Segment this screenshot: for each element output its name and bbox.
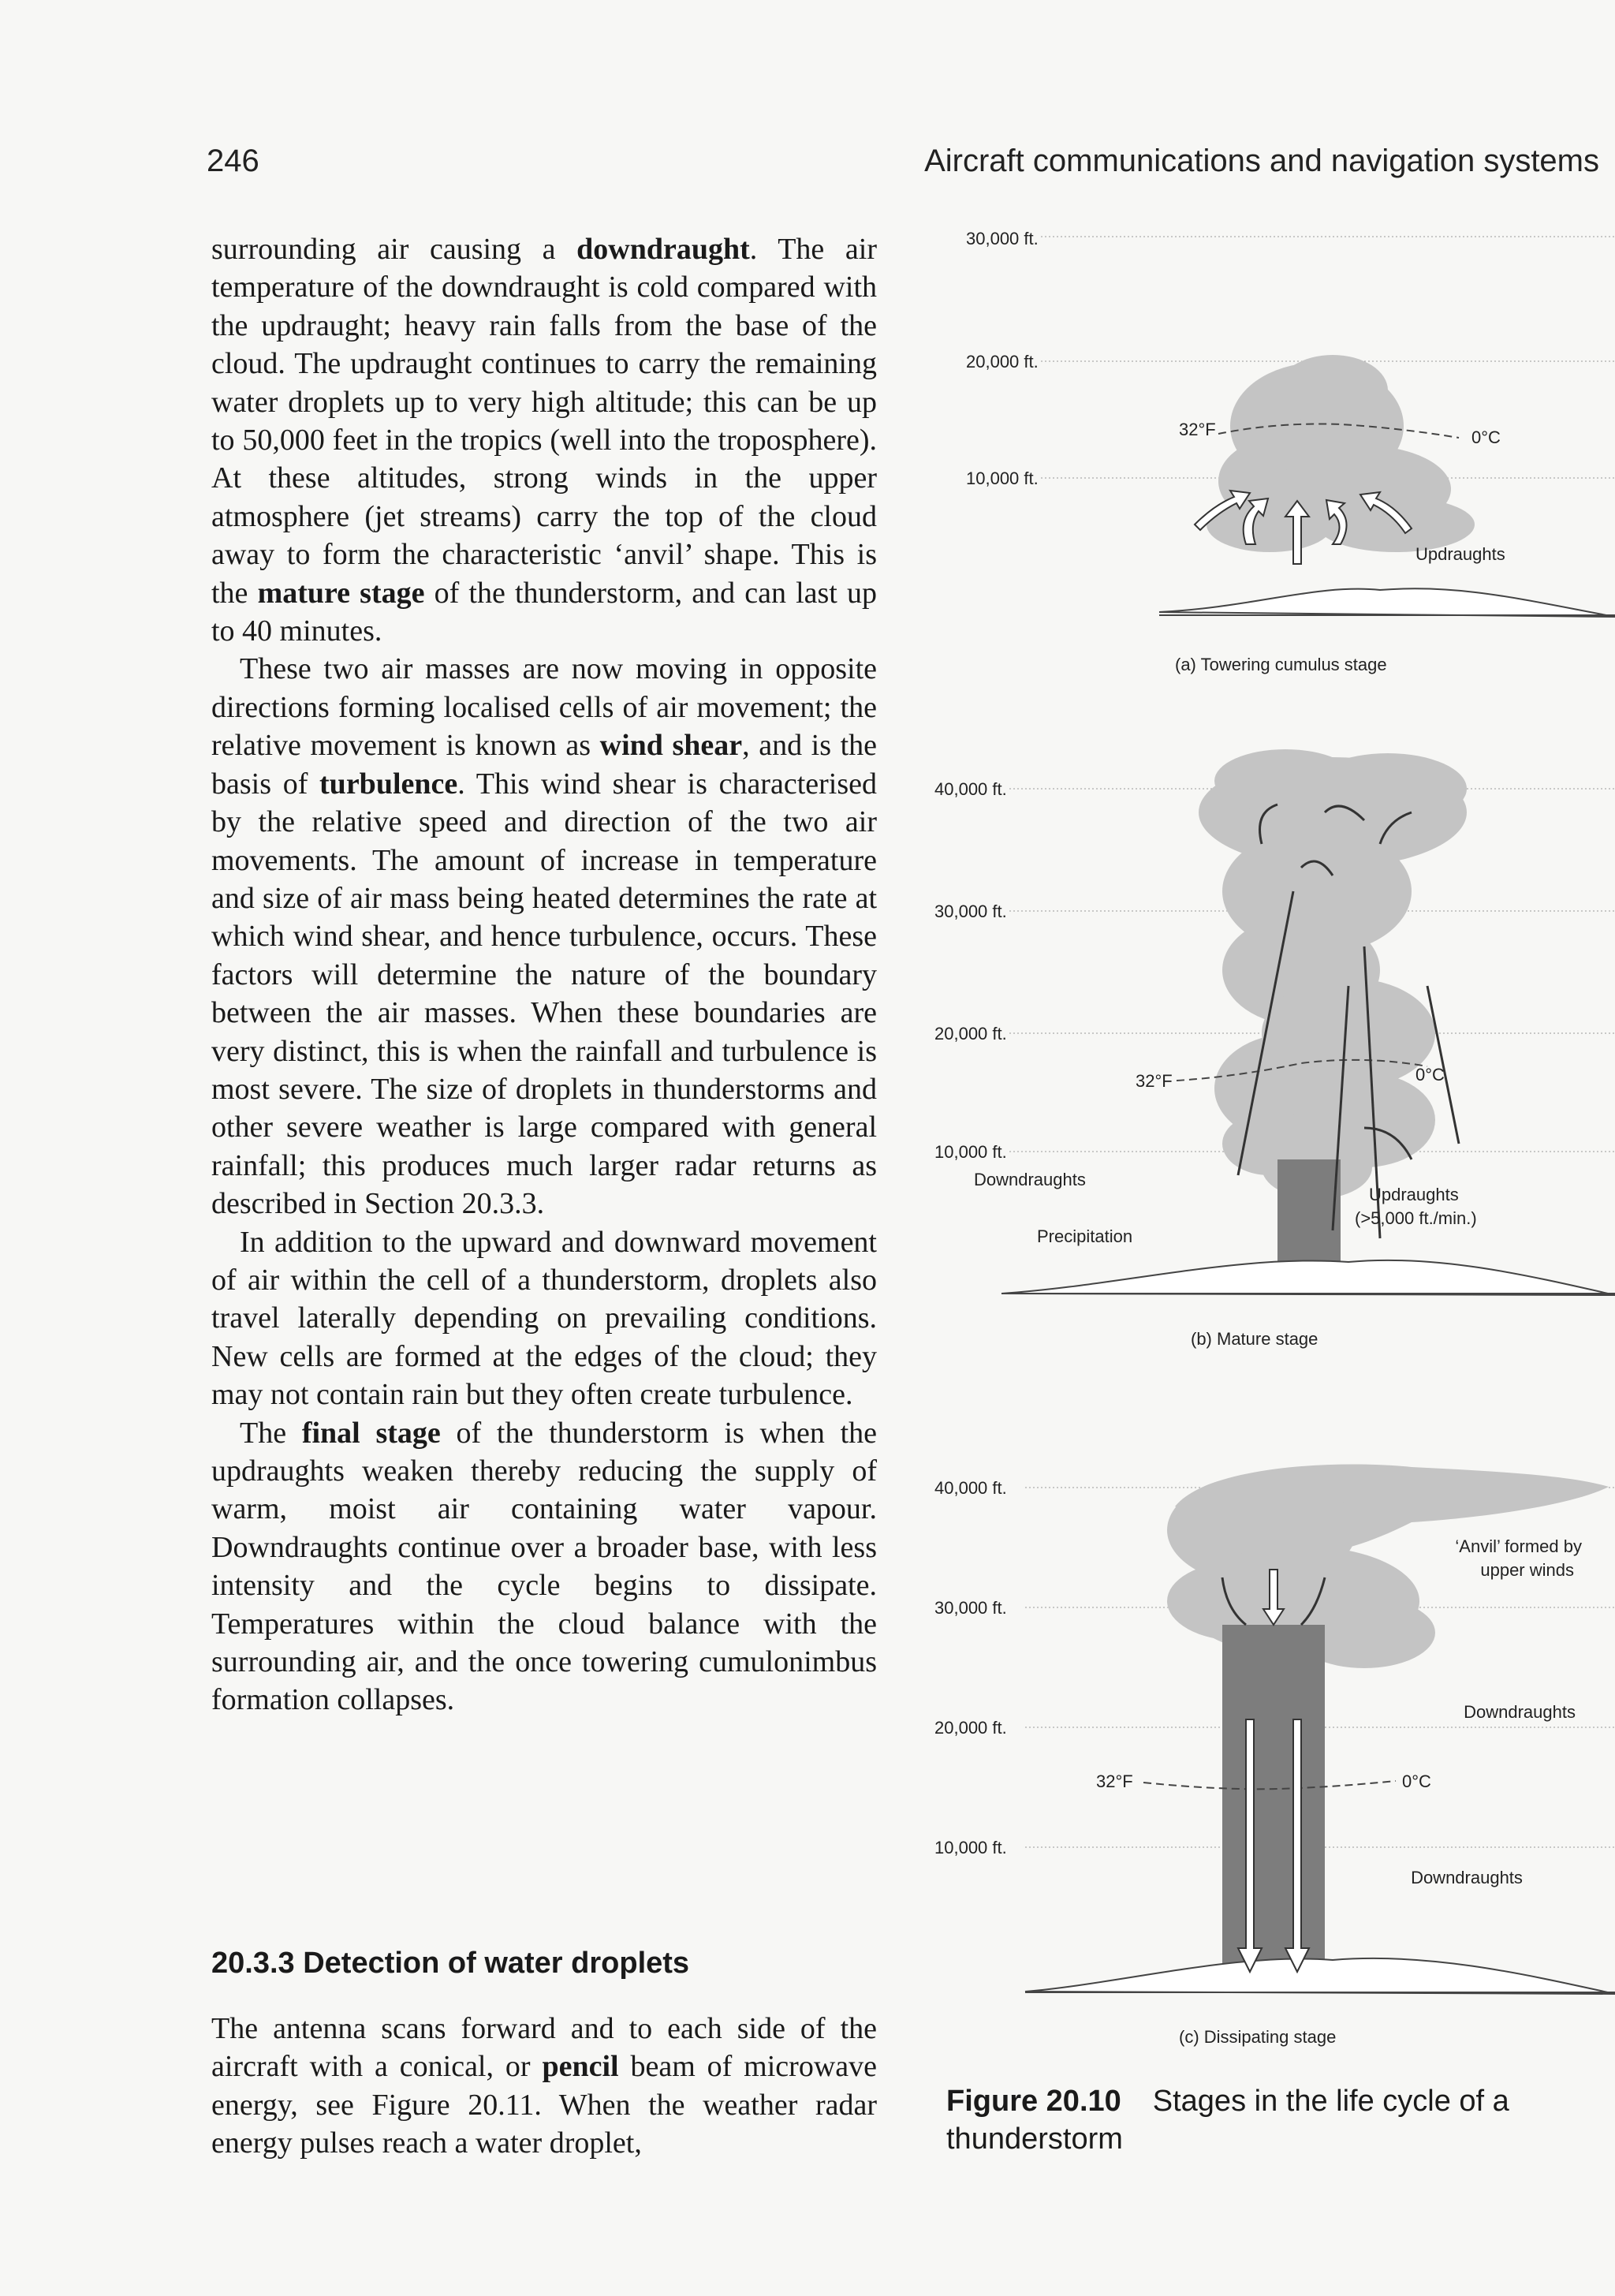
updraughts-label: Updraughts [1369, 1185, 1459, 1204]
term-downdraught: downdraught [576, 233, 750, 266]
altitude-label: 10,000 ft. [934, 1838, 1007, 1857]
figure-thunderstorm-stages [923, 213, 1615, 2051]
downdraughts-lower-label: Downdraughts [1411, 1868, 1523, 1887]
paragraph-mature-stage: surrounding air causing a downdraught. The air temperature of the downdraught is cold compared with the updraught; heavy rain falls from the base of the cloud. The updraught continues to carry the remaining water droplets up to very high altitude; this can be up to 50,000 feet in the tropics (well into the troposphere). At these altitudes, strong winds in the upper atmosphere (jet streams) carry the top of the cloud away to form the characteristic ‘anvil’ shape. This is the mature stage of the thunderstorm, and can last up to 40 minutes. [211, 233, 877, 648]
freezing-level-f-label: 32°F [1136, 1071, 1173, 1091]
paragraph-lateral-movement: In addition to the upward and downward movement of air within the cell of a thunderstorm, droplets also travel laterally depending on prevailing conditions. New cells are formed at the edges of the cloud; they may not contain rain but they often create turbulence. [211, 1225, 877, 1412]
altitude-label: 30,000 ft. [934, 902, 1007, 921]
panel-c-dissipating [934, 1465, 1615, 2047]
precipitation-shaft [1277, 1159, 1341, 1266]
altitude-label: 40,000 ft. [934, 1478, 1007, 1498]
cumulonimbus-cloud [1199, 749, 1467, 1199]
term-turbulence: turbulence [319, 767, 458, 801]
altitude-label: 10,000 ft. [966, 469, 1039, 488]
figure-label: Figure 20.10 [946, 2085, 1121, 2118]
altitude-label: 20,000 ft. [934, 1024, 1007, 1043]
freezing-level-c-label: 0°C [1415, 1065, 1445, 1085]
body-text-column [211, 230, 877, 1719]
panel-a-towering-cumulus [966, 229, 1615, 674]
panel-a-caption: (a) Towering cumulus stage [1175, 655, 1387, 674]
body-text-section [211, 2010, 877, 2163]
term-mature-stage: mature stage [257, 576, 425, 610]
ground-terrain [1159, 588, 1615, 617]
altitude-label: 40,000 ft. [934, 779, 1007, 799]
panel-b-caption: (b) Mature stage [1191, 1329, 1318, 1349]
panel-b-mature [934, 749, 1615, 1349]
term-wind-shear: wind shear [599, 729, 743, 763]
ground-terrain [1025, 1958, 1615, 1994]
altitude-label: 20,000 ft. [934, 1718, 1007, 1738]
downdraughts-upper-label: Downdraughts [1464, 1702, 1576, 1722]
rain-shaft [1222, 1625, 1325, 1988]
altitude-label: 30,000 ft. [966, 229, 1039, 248]
freezing-level-c-label: 0°C [1471, 427, 1501, 447]
running-title: Aircraft communications and navigation systems [924, 144, 1599, 178]
freezing-level-f-label: 32°F [1096, 1771, 1133, 1791]
panel-c-caption: (c) Dissipating stage [1179, 2027, 1337, 2047]
freezing-level-c-label: 0°C [1402, 1771, 1431, 1791]
page-number: 246 [207, 144, 259, 178]
paragraph-final-stage: The final stage of the thunderstorm is when the updraughts weaken thereby reducing the supply of warm, moist air containing water vapour. Downdraughts continue over a broader base, with less intensity and the cycle begins to dissipate. Temperatures within the cloud balance with the surrounding air, and the once towering cumulonimbus formation collapses. [211, 1416, 878, 1717]
anvil-label-line2: upper winds [1480, 1560, 1574, 1580]
ground-terrain [1001, 1260, 1615, 1295]
freezing-level-f-label: 32°F [1179, 420, 1216, 439]
figure-caption [946, 2082, 1593, 2158]
section-heading: 20.3.3 Detection of water droplets [211, 1947, 690, 1980]
paragraph-antenna-scan: The antenna scans forward and to each side of the aircraft with a conical, or pencil beam of microwave energy, see Figure 20.11. When the weather radar energy pulses reach a water droplet, [211, 2012, 877, 2160]
term-final-stage: final stage [301, 1416, 441, 1450]
downdraughts-label: Downdraughts [974, 1170, 1086, 1189]
term-pencil: pencil [542, 2050, 619, 2084]
updraught-rate-label: (>5,000 ft./min.) [1355, 1208, 1477, 1228]
altitude-label: 30,000 ft. [934, 1598, 1007, 1618]
altitude-label: 20,000 ft. [966, 352, 1039, 371]
altitude-label: 10,000 ft. [934, 1142, 1007, 1162]
updraughts-label: Updraughts [1415, 544, 1505, 564]
paragraph-wind-shear: These two air masses are now moving in opposite directions forming localised cells of air movement; the relative movement is known as wind shear, and is the basis of turbulence. This wind shear is characterised by the relative speed and direction of the two air movements. The amount of increase in temperature and size of air mass being heated determines the rate at which wind shear, and hence turbulence, occurs. These factors will determine the nature of the boundary between the air masses. When these boundaries are very distinct, this is when the rainfall and turbulence is most severe. The size of droplets in thunderstorms and other severe weather is large compared with general rainfall; this produces much larger radar returns as described in Section 20.3.3. [211, 652, 877, 1221]
precipitation-label: Precipitation [1037, 1226, 1133, 1246]
figure-caption-text: Stages in the life cycle of a thunderstorm [946, 2085, 1509, 2156]
anvil-label-line1: ‘Anvil’ formed by [1455, 1536, 1582, 1556]
